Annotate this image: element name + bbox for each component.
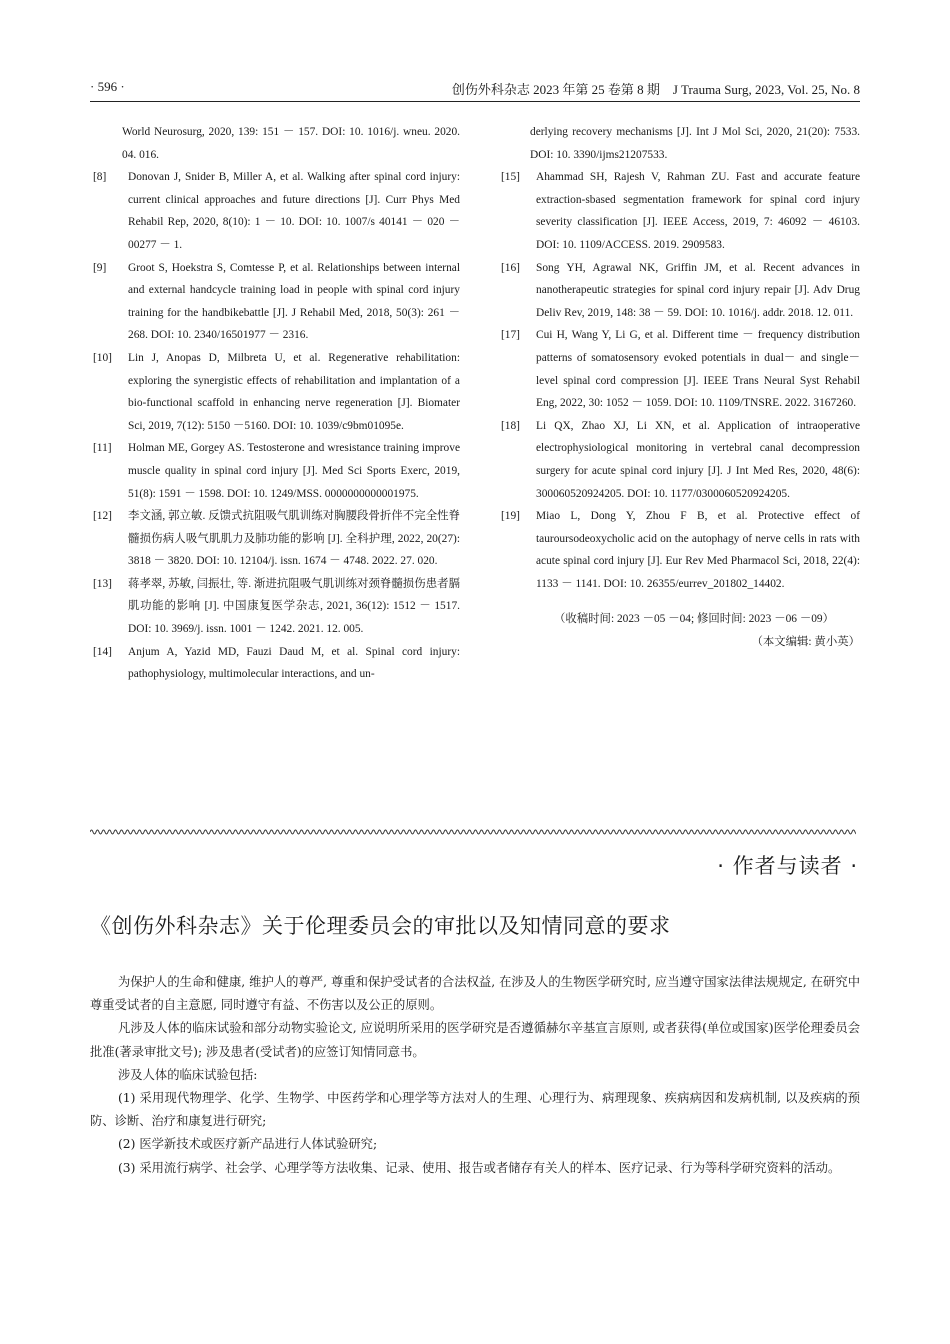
reference-number: [18] <box>501 419 520 432</box>
reference-item <box>498 505 860 595</box>
reference-item <box>90 437 460 505</box>
reference-number: [15] <box>501 171 520 184</box>
reference-number: [16] <box>501 261 520 274</box>
notice-title: 《创伤外科杂志》关于伦理委员会的审批以及知情同意的要求 <box>90 914 671 938</box>
notice-paragraph: 凡涉及人体的临床试验和部分动物实验论文, 应说明所采用的医学研究是否遵循赫尔辛基宣言原则, 或者获得(单位或国家)医学伦理委员会批准(著录审批文号); 涉及患者(受试者)的应签订知情同意书。 <box>90 1021 860 1059</box>
reference-number: [14] <box>93 645 112 658</box>
journal-citation: 创伤外科杂志 2023 年第 25 卷第 8 期 J Trauma Surg, 2023, Vol. 25, No. 8 <box>451 82 860 97</box>
reference-number: [9] <box>93 261 107 274</box>
reference-text: Miao L, Dong Y, Zhou F B, et al. Protective effect of tauroursodeoxycholic acid on the autophagy of nerve cells in rats with acute spinal cord injury [J]. Eur Rev Med Pharmacol Sci, 2018, 22(4): 1133 － 1141. DOI: 10. 26355/eurrev_201802_14402. <box>536 510 860 590</box>
reference-text: 蒋孝翠, 苏敏, 闫振壮, 等. 渐进抗阻吸气肌训练对颈脊髓损伤患者膈肌功能的影响 [J]. 中国康复医学杂志, 2021, 36(12): 1512 － 1517. DOI: 10. 3969/j. issn. 1001 － 1242. 2021. 12. 005. <box>128 577 460 636</box>
reference-text: Holman ME, Gorgey AS. Testosterone and wresistance training improve muscle quality in spinal cord injury [J]. Med Sci Sports Exerc, 2019, 51(8): 1591 － 1598. DOI: 10. 1249/MSS. 0000000000001975. <box>128 442 460 500</box>
reference-continuation: derlying recovery mechanisms [J]. Int J Mol Sci, 2020, 21(20): 7533. DOI: 10. 3390/ijms21207533. <box>530 126 860 161</box>
reference-item <box>90 347 460 437</box>
reference-item <box>90 257 460 347</box>
reference-text: Cui H, Wang Y, Li G, et al. Different time － frequency distribution patterns of somatosensory evoked potentials in dual－ and single－level spinal cord compression [J]. IEEE Trans Neural Syst Rehabil Eng, 2022, 30: 1052 － 1059. DOI: 10. 1109/TNSRE. 2022. 3167260. <box>536 329 860 410</box>
reference-text: Donovan J, Snider B, Miller A, et al. Walking after spinal cord injury: current clinical approaches and future directions [J]. Curr Phys Med Rehabil Rep, 2020, 8(10): 1 － 10. DOI: 10. 1007/s 40141 － 020 － 00277 － 1. <box>128 171 460 251</box>
notice-paragraph: (2) 医学新技术或医疗新产品进行人体试验研究; <box>118 1137 378 1152</box>
reference-continuation: World Neurosurg, 2020, 139: 151 － 157. DOI: 10. 1016/j. wneu. 2020. 04. 016. <box>122 126 460 161</box>
reference-item <box>90 166 460 256</box>
reference-text: Song YH, Agrawal NK, Griffin JM, et al. Recent advances in nanotherapeutic strategies for spinal cord injury repair [J]. Adv Drug Deliv Rev, 2019, 148: 38 － 59. DOI: 10. 1016/j. addr. 2018. 12. 011. <box>536 261 860 319</box>
references-left-column <box>90 121 460 686</box>
references-right-column <box>498 121 860 654</box>
reference-item <box>90 573 460 641</box>
notice-paragraph: (1) 采用现代物理学、化学、生物学、中医药学和心理学等方法对人的生理、心理行为、病理现象、疾病病因和发病机制, 以及疾病的预防、诊断、治疗和康复进行研究; <box>90 1091 860 1129</box>
reference-text: Anjum A, Yazid MD, Fauzi Daud M, et al. Spinal cord injury: pathophysiology, multimolecular interactions, and un- <box>128 645 460 681</box>
reference-number: [19] <box>501 510 520 523</box>
reference-number: [10] <box>93 351 112 364</box>
reference-item <box>90 641 460 686</box>
reference-number: [12] <box>93 510 112 523</box>
reference-item <box>498 415 860 505</box>
reference-text: Groot S, Hoekstra S, Comtesse P, et al. Relationships between internal and external handcycle training load in people with spinal cord injury training for the handbikebattle [J]. J Rehabil Med, 2018, 50(3): 261 － 268. DOI: 10. 2340/16501977 － 2316. <box>128 261 460 342</box>
reference-text: 李文涵, 郭立敏. 反馈式抗阻吸气肌训练对胸腰段骨折伴不完全性脊髓损伤病人吸气肌肌力及肺功能的影响 [J]. 全科护理, 2022, 20(27): 3818 － 3820. DOI: 10. 12104/j. issn. 1674 － 4748. 2022. 27. 020. <box>128 510 460 568</box>
notice-paragraph: 涉及人体的临床试验包括: <box>118 1067 258 1082</box>
running-header <box>90 79 860 102</box>
reference-item <box>498 324 860 414</box>
editor-note: （本文编辑: 黄小英） <box>751 636 860 649</box>
reference-number: [8] <box>93 171 107 184</box>
reference-item <box>498 166 860 256</box>
page-number: · 596 · <box>90 79 125 94</box>
notice-paragraph: 为保护人的生命和健康, 维护人的尊严, 尊重和保护受试者的合法权益, 在涉及人的生物医学研究时, 应当遵守国家法律法规规定, 在研究中尊重受试者的自主意愿, 同时遵守有益、不伤害以及公正的原则。 <box>90 975 860 1013</box>
wavy-divider <box>90 826 856 840</box>
section-tag: · 作者与读者 · <box>717 854 858 878</box>
received-dates: （收稿时间: 2023 －05 －04; 修回时间: 2023 －06 －09） <box>553 613 835 626</box>
notice-paragraph: (3) 采用流行病学、社会学、心理学等方法收集、记录、使用、报告或者储存有关人的样本、医疗记录、行为等科学研究资料的活动。 <box>118 1160 841 1175</box>
reference-number: [11] <box>93 442 112 455</box>
reference-number: [17] <box>501 329 520 342</box>
reference-number: [13] <box>93 577 112 590</box>
notice-body <box>90 971 860 1180</box>
reference-item <box>498 257 860 325</box>
reference-text: Li QX, Zhao XJ, Li XN, et al. Application of intraoperative electrophysiological monitoring in vertebral canal decompression surgery for acute spinal cord injury [J]. J Int Med Res, 2020, 48(6): 300060520924205. DOI: 10. 1177/0300060520924205. <box>536 419 860 500</box>
reference-text: Ahammad SH, Rajesh V, Rahman ZU. Fast and accurate feature extraction-sbased segmentation framework for spinal cord injury severity classification [J]. IEEE Access, 2019, 7: 46092 － 46103. DOI: 10. 1109/ACCESS. 2019. 2909583. <box>536 171 860 251</box>
reference-item <box>90 505 460 573</box>
reference-text: Lin J, Anopas D, Milbreta U, et al. Regenerative rehabilitation: exploring the synergistic effects of rehabilitation and implantation of a bio-functional scaffold in enhancing nerve regeneration [J]. Biomater Sci, 2019, 7(12): 5150 －5160. DOI: 10. 1039/c9bm01095e. <box>128 351 460 432</box>
